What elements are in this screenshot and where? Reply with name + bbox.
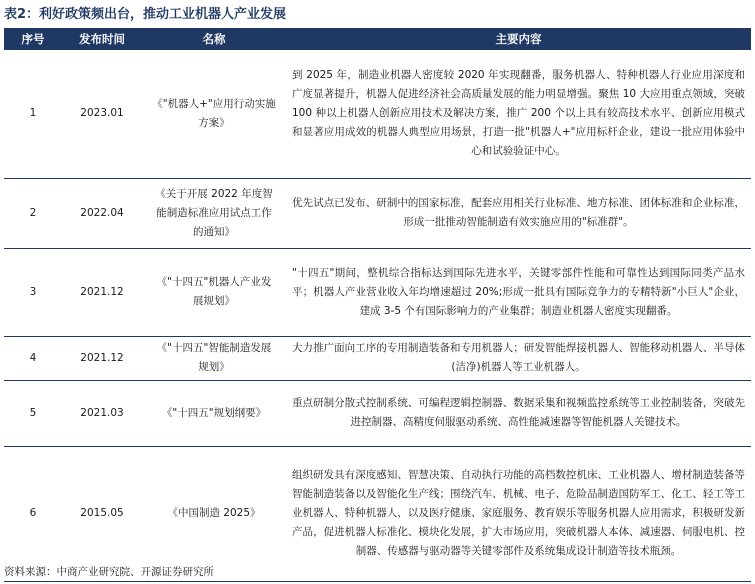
row-name: 《"十四五"机器人产业发展规划》 bbox=[142, 248, 286, 336]
row-name: 《关于开展 2022 年度智能制造标准应用试点工作的通知》 bbox=[142, 178, 286, 248]
table-row bbox=[4, 336, 751, 380]
row-date: 2021.12 bbox=[62, 248, 142, 336]
row-name: 《"十四五"规划纲要》 bbox=[142, 380, 286, 446]
row-date: 2022.04 bbox=[62, 178, 142, 248]
table-row bbox=[4, 50, 751, 178]
table-row bbox=[4, 380, 751, 446]
source-note: 资料来源：中商产业研究院、开源证券研究所 bbox=[4, 566, 214, 578]
row-content: 优先试点已发布、研制中的国家标准，配套应用相关行业标准、地方标准、团体标准和企业标准，形成一批推动智能制造有效实施应用的"标准群"。 bbox=[286, 178, 751, 248]
header-content: 主要内容 bbox=[286, 28, 751, 50]
row-date: 2021.03 bbox=[62, 380, 142, 446]
row-name: 《"十四五"智能制造发展规划》 bbox=[142, 336, 286, 380]
table-row bbox=[4, 446, 751, 581]
row-no: 5 bbox=[4, 380, 62, 446]
row-content: 大力推广面向工序的专用制造装备和专用机器人；研发智能焊接机器人、智能移动机器人、半导体(洁净)机器人等工业机器人。 bbox=[286, 336, 751, 380]
row-no: 1 bbox=[4, 50, 62, 178]
policy-table bbox=[4, 28, 751, 582]
header-name: 名称 bbox=[142, 28, 286, 50]
row-content: "十四五"期间，整机综合指标达到国际先进水平，关键零部件性能和可靠性达到国际同类产品水平；机器人产业营业收入年均增速超过 20%;形成一批具有国际竞争力的专精特新"小巨人"企业，建成 3-5 个有国际影响力的产业集群；制造业机器人密度实现翻番。 bbox=[286, 248, 751, 336]
header-date: 发布时间 bbox=[62, 28, 142, 50]
row-no: 4 bbox=[4, 336, 62, 380]
row-no: 2 bbox=[4, 178, 62, 248]
row-content: 重点研制分散式控制系统、可编程逻辑控制器、数据采集和视频监控系统等工业控制装备，突破先进控制器、高精度伺服驱动系统、高性能减速器等智能机器人关键技术。 bbox=[286, 380, 751, 446]
table-title: 表2：利好政策频出台，推动工业机器人产业发展 bbox=[4, 7, 287, 22]
table-row bbox=[4, 248, 751, 336]
row-date: 2023.01 bbox=[62, 50, 142, 178]
row-no: 6 bbox=[4, 446, 62, 581]
header-no: 序号 bbox=[4, 28, 62, 50]
row-content: 到 2025 年，制造业机器人密度较 2020 年实现翻番，服务机器人、特种机器人行业应用深度和广度显著提升，机器人促进经济社会高质量发展的能力明显增强。聚焦 10 大应用重点领域，突破 100 种以上机器人创新应用技术及解决方案，推广 200 个以上具有较高技术水平、创新应用模式和显著应用成效的机器人典型应用场景，打造一批"机器人+"应用标杆企业，建设一批应用体验中心和试验验证中心。 bbox=[286, 50, 751, 178]
table-header-row bbox=[4, 28, 751, 50]
row-name: 《"机器人+"应用行动实施方案》 bbox=[142, 50, 286, 178]
row-name: 《中国制造 2025》 bbox=[142, 446, 286, 581]
table-row bbox=[4, 178, 751, 248]
row-content: 组织研发具有深度感知、智慧决策、自动执行功能的高档数控机床、工业机器人、增材制造装备等智能制造装备以及智能化生产线；围绕汽车、机械、电子、危险品制造国防军工、化工、轻工等工业机器人、特种机器人，以及医疗健康、家庭服务、教育娱乐等服务机器人应用需求，积极研发新产品，促进机器人标准化、模块化发展，扩大市场应用，突破机器人本体、减速器、伺服电机、控制器、传感器与驱动器等关键零部件及系统集成设计制造等技术瓶颈。 bbox=[286, 446, 751, 581]
row-date: 2021.12 bbox=[62, 336, 142, 380]
row-no: 3 bbox=[4, 248, 62, 336]
row-date: 2015.05 bbox=[62, 446, 142, 581]
